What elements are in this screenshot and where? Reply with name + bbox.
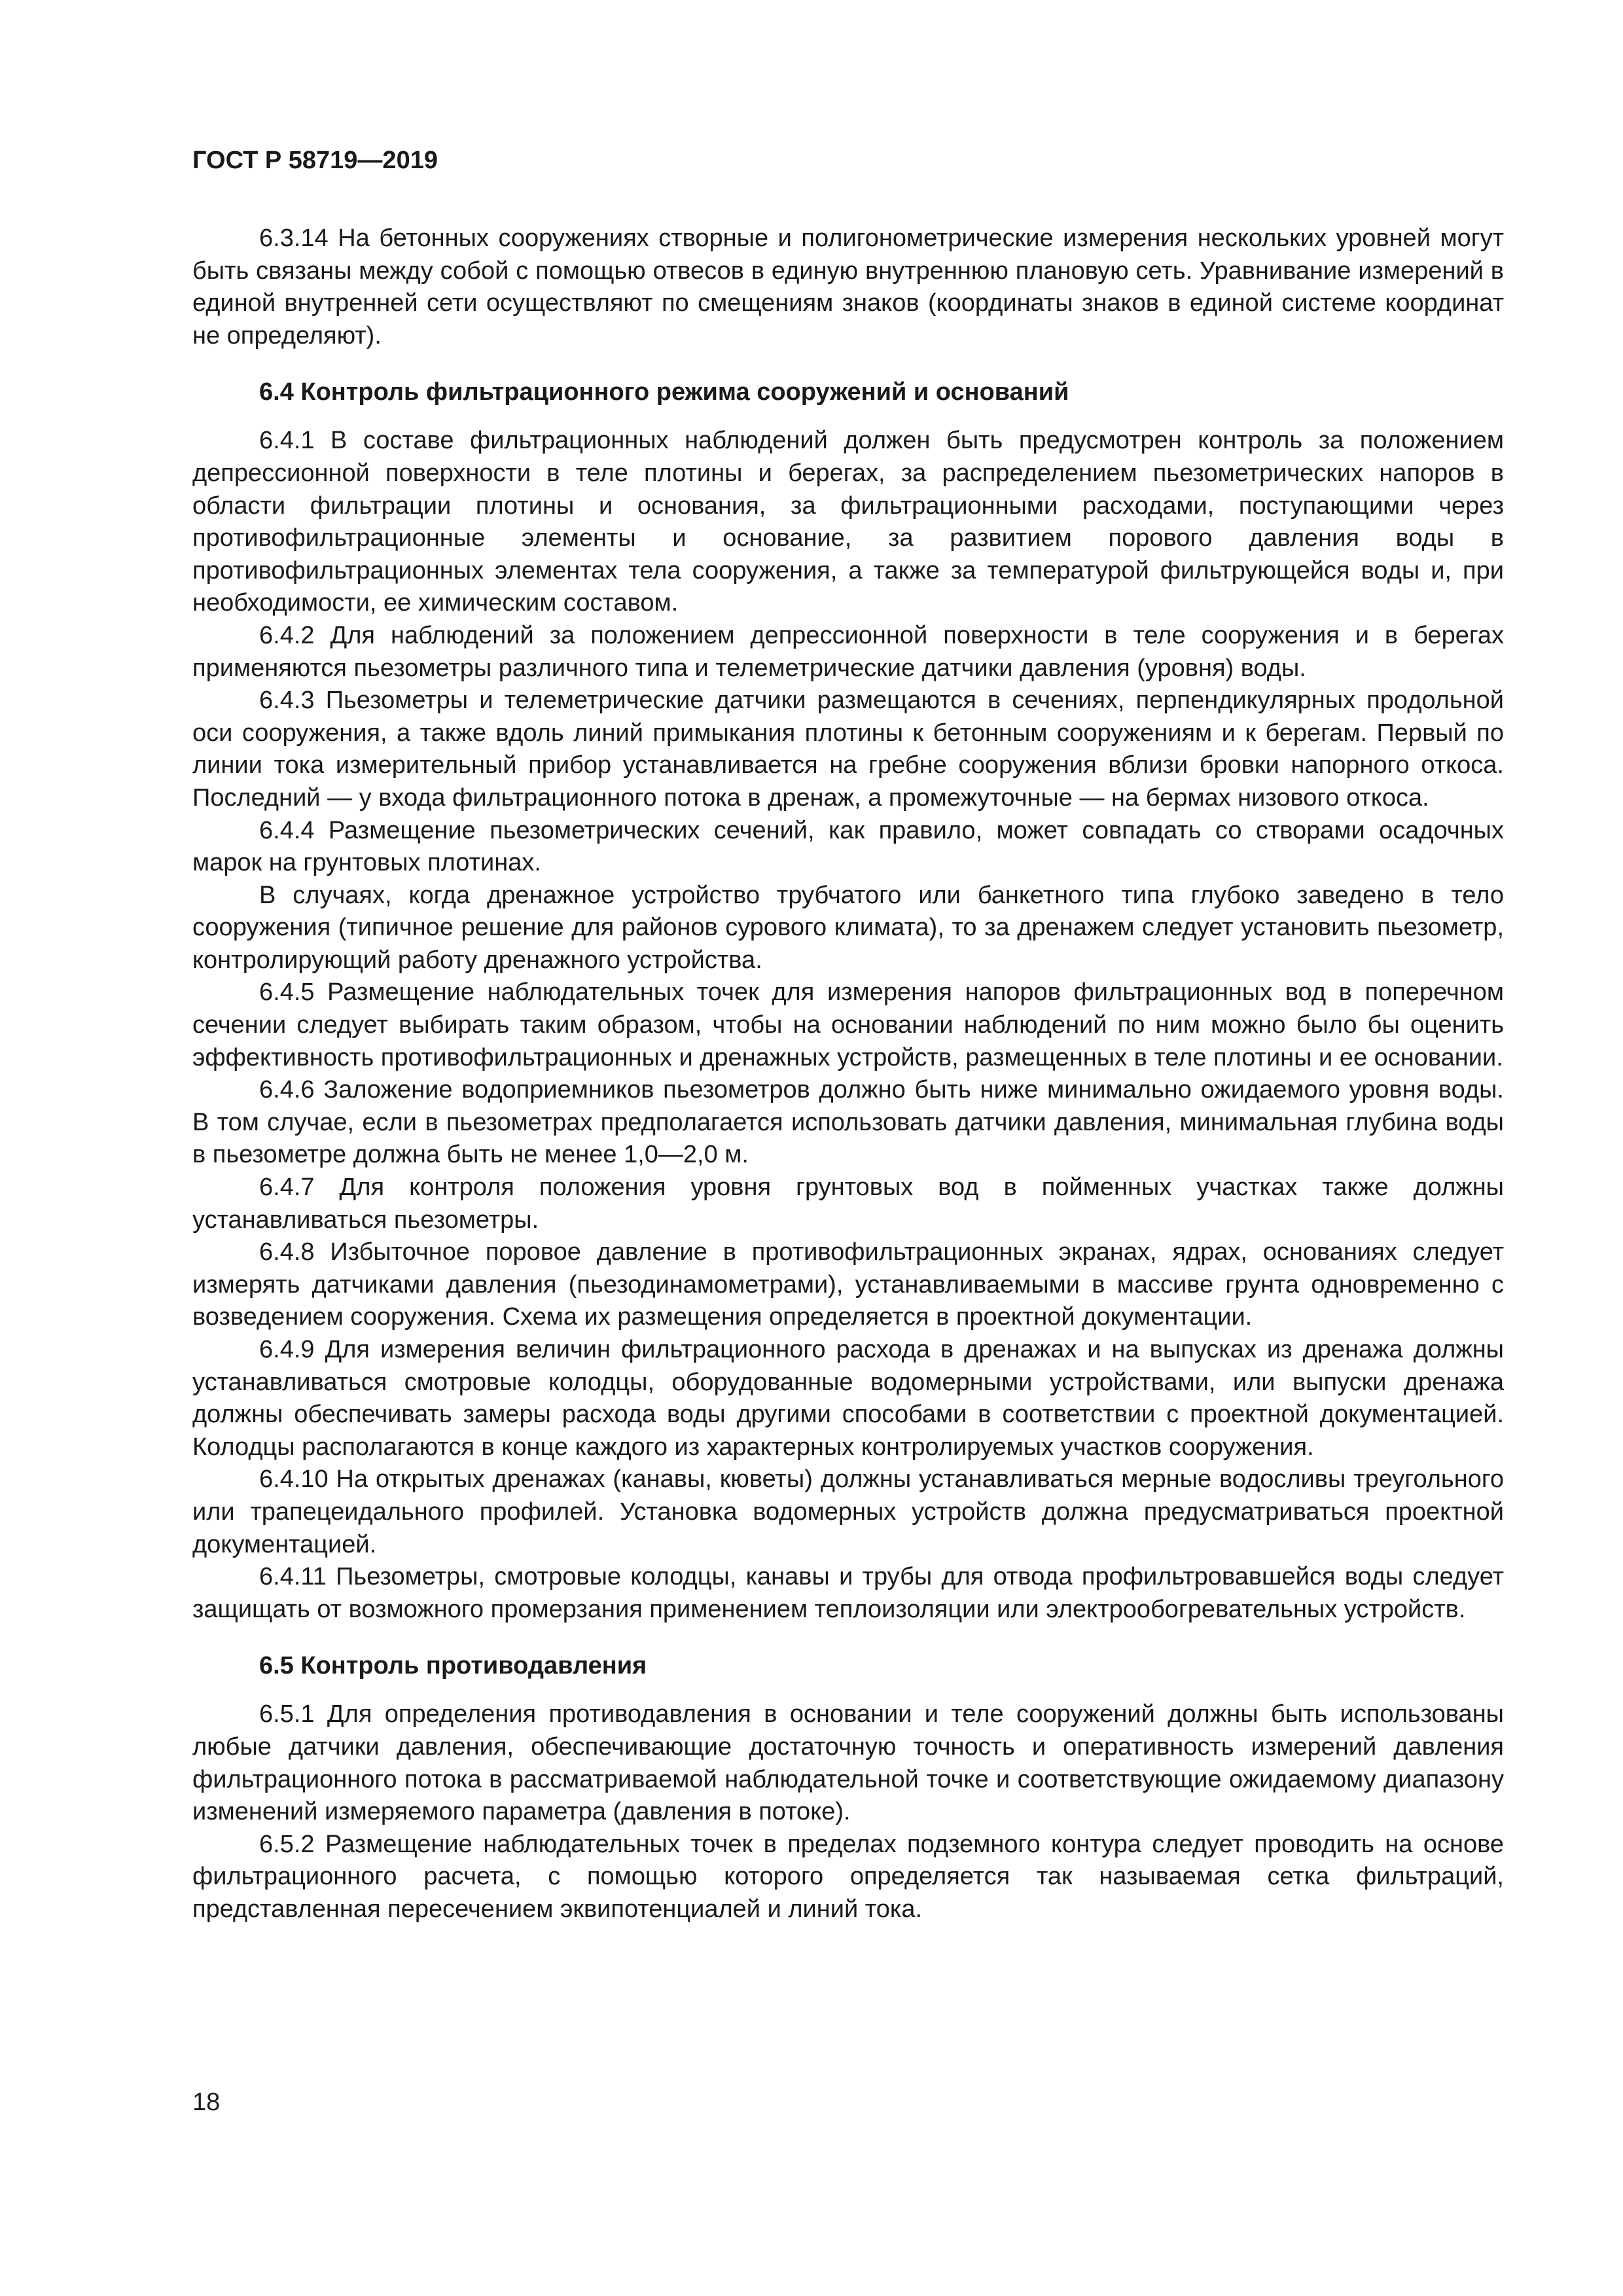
paragraph-6-4-5: 6.4.5 Размещение наблюдательных точек для измерения напоров фильтрационных вод в поперечном сечении следует выбирать таким образом, чтобы на основании наблюдений по ним можно было бы оценить эффективность противофильтрационных и дренажных устройств, размещенных в теле плотины и ее основании. — [192, 978, 1504, 1071]
page-number: 18 — [192, 2089, 221, 2116]
paragraph-6-4-4: 6.4.4 Размещение пьезометрических сечений, как правило, может совпадать со створами осадочных марок на грунтовых плотинах. — [192, 816, 1504, 877]
paragraph-6-4-9: 6.4.9 Для измерения величин фильтрационного расхода в дренажах и на выпусках из дренажа должны устанавливаться смотровые колодцы, оборудованные водомерными устройствами, или выпуски дренажа должны обеспечивать замеры расхода воды другими способами в соответствии с проектной документацией. Колодцы располагаются в конце каждого из характерных контролируемых участков сооружения. — [192, 1336, 1504, 1461]
paragraph-6-4-7: 6.4.7 Для контроля положения уровня грунтовых вод в пойменных участках также должны устанавливаться пьезометры. — [192, 1174, 1504, 1234]
section-heading-6-4: 6.4 Контроль фильтрационного режима сооружений и оснований — [259, 378, 1069, 406]
document-page — [192, 144, 1504, 2160]
paragraph-6-4-1: 6.4.1 В составе фильтрационных наблюдений должен быть предусмотрен контроль за положением депрессионной поверхности в теле плотины и берегах, за распределением пьезометрических напоров в области фильтрации плотины и основания, за фильтрационными расходами, поступающими через противофильтрационные элементы и основание, за развитием порового давления воды в противофильтрационных элементах тела сооружения, а также за температурой фильтрующейся воды и, при необходимости, ее химическим составом. — [192, 427, 1504, 617]
paragraph-6-4-6: 6.4.6 Заложение водоприемников пьезометров должно быть ниже минимально ожидаемого уровня воды. В том случае, если в пьезометрах предполагается использовать датчики давления, минимальная глубина воды в пьезометре должна быть не менее 1,0—2,0 м. — [192, 1076, 1504, 1169]
paragraph-6-4-8: 6.4.8 Избыточное поровое давление в противофильтрационных экранах, ядрах, основаниях следует измерять датчиками давления (пьезодинамометрами), устанавливаемыми в массиве грунта одновременно с возведением сооружения. Схема их размещения определяется в проектной документации. — [192, 1238, 1504, 1331]
section-heading-6-5: 6.5 Контроль противодавления — [259, 1652, 647, 1680]
paragraph-6-4-3: 6.4.3 Пьезометры и телеметрические датчики размещаются в сечениях, перпендикулярных продольной оси сооружения, а также вдоль линий примыкания плотины к бетонным сооружениям и к берегам. Первый по линии тока измерительный прибор устанавливается на гребне сооружения вблизи бровки напорного откоса. Последний — у входа фильтрационного потока в дренаж, а промежуточные — на бермах низового откоса. — [192, 687, 1504, 812]
paragraph-6-4-11: 6.4.11 Пьезометры, смотровые колодцы, канавы и трубы для отвода профильтровавшейся воды следует защищать от возможного промерзания применением теплоизоляции или электрообогревательных устройств. — [192, 1563, 1504, 1623]
paragraph-6-5-2: 6.5.2 Размещение наблюдательных точек в пределах подземного контура следует проводить на основе фильтрационного расчета, с помощью которого определяется так называемая сетка фильтраций, представленная пересечением эквипотенциалей и линий тока. — [192, 1830, 1504, 1923]
paragraph-6-5-1: 6.5.1 Для определения противодавления в основании и теле сооружений должны быть использованы любые датчики давления, обеспечивающие достаточную точность и оперативность измерений давления фильтрационного потока в рассматриваемой наблюдательной точке и соответствующие ожидаемому диапазону изменений измеряемого параметра (давления в потоке). — [192, 1700, 1504, 1826]
paragraph-6-4-10: 6.4.10 На открытых дренажах (канавы, кюветы) должны устанавливаться мерные водосливы треугольного или трапецеидального профилей. Установка водомерных устройств должна предусматриваться проектной документацией. — [192, 1465, 1504, 1558]
standard-header: ГОСТ Р 58719—2019 — [192, 147, 438, 174]
paragraph-6-4-4-cont: В случаях, когда дренажное устройство трубчатого или банкетного типа глубоко заведено в тело сооружения (типичное решение для районов сурового климата), то за дренажем следует установить пьезометр, контролирующий работу дренажного устройства. — [192, 881, 1504, 974]
paragraph-6-3-14: 6.3.14 На бетонных сооружениях створные и полигонометрические измерения нескольких уровней могут быть связаны между собой с помощью отвесов в единую внутреннюю плановую сеть. Уравнивание измерений в единой внутренней сети осуществляют по смещениям знаков (координаты знаков в единой системе координат не определяют). — [192, 224, 1504, 350]
paragraph-6-4-2: 6.4.2 Для наблюдений за положением депрессионной поверхности в теле сооружения и в берегах применяются пьезометры различного типа и телеметрические датчики давления (уровня) воды. — [192, 621, 1504, 682]
